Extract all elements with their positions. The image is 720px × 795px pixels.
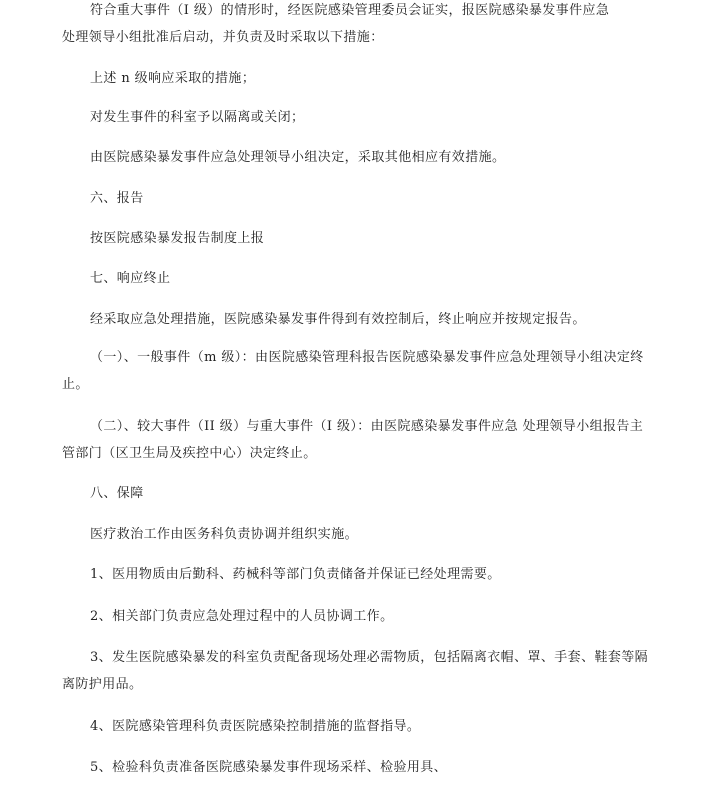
list-item: 1、医用物质由后勤科、药械科等部门负责储备并保证已经处理需要。 (90, 567, 501, 582)
paragraph-line: 上述 n 级响应采取的措施； (90, 71, 256, 86)
list-item: 4、医院感染管理科负责医院感染控制措施的监督指导。 (90, 719, 421, 734)
paragraph-line: 处理领导小组批准后启动，并负责及时采取以下措施： (62, 30, 384, 45)
section-heading: 六、报告 (90, 191, 144, 206)
paragraph-line: 经采取应急处理措施，医院感染暴发事件得到有效控制后，终止响应并按规定报告。 (90, 312, 586, 327)
paragraph-line: 由医院感染暴发事件应急处理领导小组决定，采取其他相应有效措施。 (90, 150, 506, 165)
section-heading: 七、响应终止 (90, 271, 171, 286)
paragraph-line: 医疗救治工作由医务科负责协调并组织实施。 (90, 527, 359, 542)
paragraph-line: 按医院感染暴发报告制度上报 (90, 231, 265, 246)
paragraph-line: （一）、一般事件（m 级）：由医院感染管理科报告医院感染暴发事件应急处理领导小组决定终 (90, 350, 644, 365)
list-item: 5、检验科负责准备医院感染暴发事件现场采样、检验用具、 (90, 760, 448, 775)
paragraph-line: 对发生事件的科室予以隔离或关闭； (90, 110, 305, 125)
paragraph-line: 符合重大事件（I 级）的情形时，经医院感染管理委员会证实，报医院感染暴发事件应急 (90, 3, 610, 18)
list-item: 3、发生医院感染暴发的科室负责配备现场处理必需物质，包括隔离衣帽、罩、手套、鞋套等隔 (90, 650, 649, 665)
paragraph-line: 止。 (62, 377, 89, 392)
section-heading: 八、保障 (90, 486, 144, 501)
list-item: 离防护用品。 (62, 677, 143, 692)
paragraph-line: 管部门（区卫生局及疾控中心）决定终止。 (62, 446, 317, 461)
paragraph-line: （二）、较大事件（II 级）与重大事件（I 级）：由医院感染暴发事件应急 处理领导小组报告主 (90, 419, 644, 434)
list-item: 2、相关部门负责应急处理过程中的人员协调工作。 (90, 609, 394, 624)
